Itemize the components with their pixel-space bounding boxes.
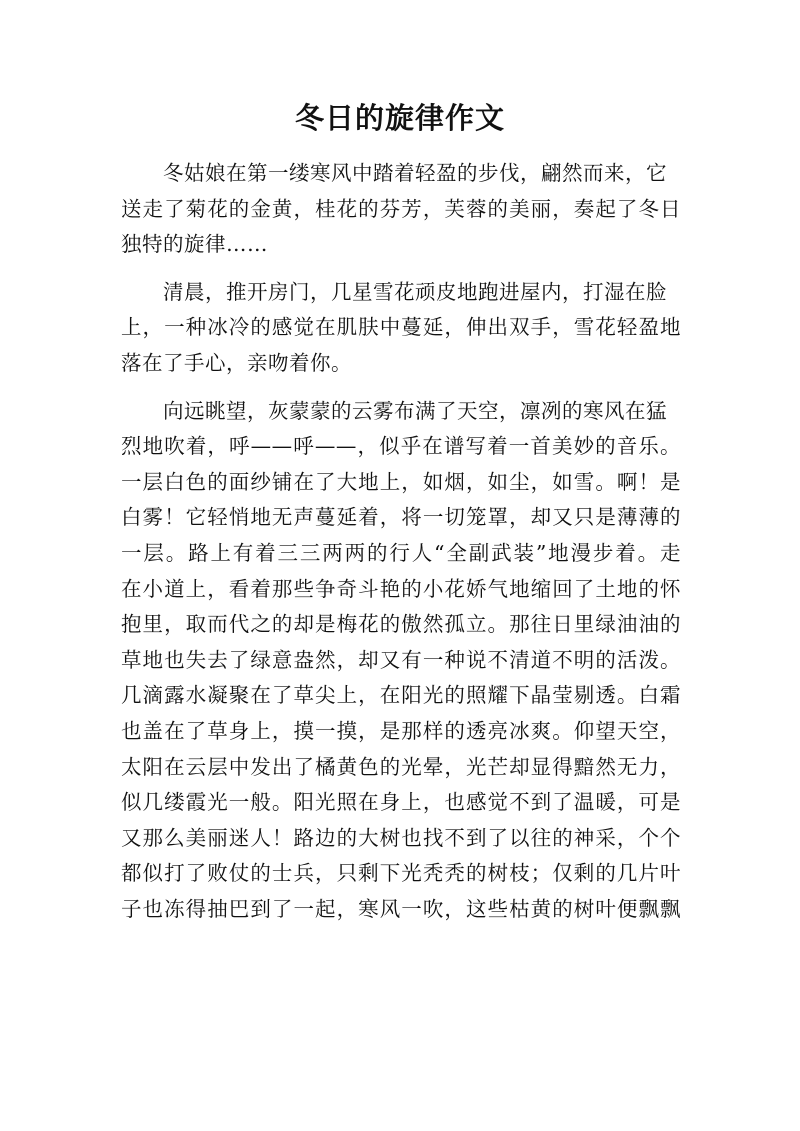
text-line: 白雾！它轻悄地无声蔓延着，将一切笼罩，却又只是薄薄的 [121,505,681,530]
document-body [121,156,681,927]
text-line: 抱里，取而代之的却是梅花的傲然孤立。那往日里绿油油的 [121,612,681,637]
text-line: 送走了菊花的金黄，桂花的芬芳，芙蓉的美丽，奏起了冬日 [121,196,681,221]
text-line: 上，一种冰冷的感觉在肌肤中蔓延，伸出双手，雪花轻盈地 [121,315,681,340]
text-line: 太阳在云层中发出了橘黄色的光晕，光芒却显得黯然无力， [121,754,681,779]
text-line: 独特的旋律…… [121,232,268,257]
paragraph [121,394,681,928]
text-line: 也盖在了草身上，摸一摸，是那样的透亮冰爽。仰望天空， [121,718,681,743]
text-line: 清晨，推开房门，几星雪花顽皮地跑进屋内，打湿在脸 [163,279,667,304]
text-line: 都似打了败仗的士兵，只剩下光秃秃的树枝；仅剩的几片叶 [121,861,681,886]
text-line: 似几缕霞光一般。阳光照在身上，也感觉不到了温暖，可是 [121,790,681,815]
text-line: 冬姑娘在第一缕寒风中踏着轻盈的步伐，翩然而来，它 [163,161,667,185]
text-line: 一层白色的面纱铺在了大地上，如烟，如尘，如雪。啊！是 [121,469,681,494]
paragraph [121,156,681,263]
text-line: 子也冻得抽巴到了一起，寒风一吹，这些枯黄的树叶便飘飘 [121,896,681,921]
text-line: 烈地吹着，呼——呼——，似乎在谱写着一首美妙的音乐。 [121,434,681,459]
text-line: 在小道上，看着那些争奇斗艳的小花娇气地缩回了土地的怀 [121,576,681,601]
text-line: 又那么美丽迷人！路边的大树也找不到了以往的神采，个个 [121,825,681,850]
text-line: 落在了手心，亲吻着你。 [121,350,352,375]
text-line: 向远眺望，灰蒙蒙的云雾布满了天空，凛冽的寒风在猛 [163,398,667,423]
text-line: 一层。路上有着三三两两的行人“全副武装”地漫步着。走 [121,540,681,565]
text-line: 草地也失去了绿意盎然，却又有一种说不清道不明的活泼。 [121,647,681,672]
paragraph [121,275,681,382]
document-title: 冬日的旋律作文 [294,101,505,135]
text-line: 几滴露水凝聚在了草尖上，在阳光的照耀下晶莹剔透。白霜 [121,683,681,708]
